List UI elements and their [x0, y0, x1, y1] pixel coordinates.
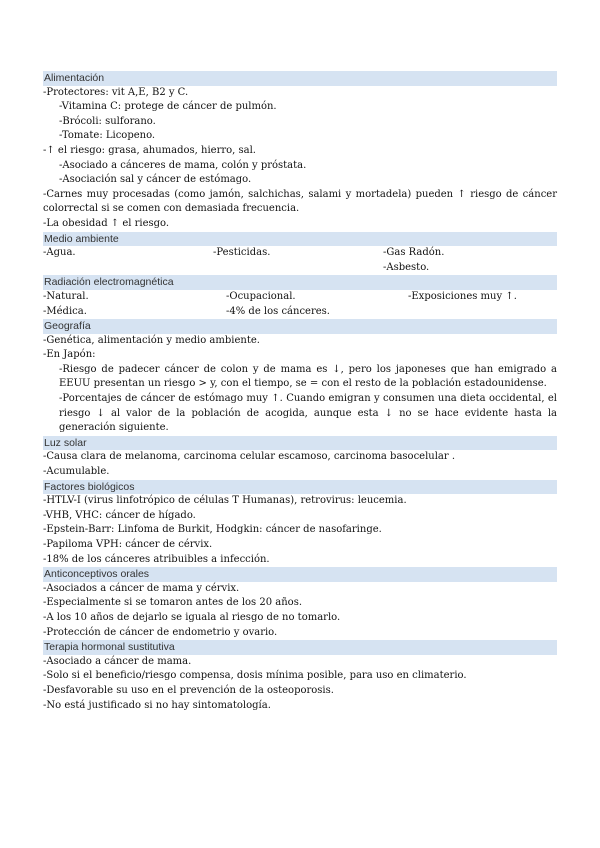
list-item: -Papiloma VPH: cáncer de cérvix.	[43, 539, 213, 550]
list-item: -Asociado a cáncer de mama.	[43, 655, 192, 667]
list-item: -Desfavorable su uso en el prevención de la osteoporosis.	[43, 684, 334, 696]
list-item: -Tomate: Licopeno.	[59, 130, 156, 142]
column-row	[43, 261, 557, 276]
list-item: -Protección de cáncer de endometrio y ovario.	[43, 626, 278, 638]
list-item: -Carnes muy procesadas (como jamón, salchichas, salami y mortadela) pueden ↑ riesgo de cáncer colorrectal si se comen con demasiada frecuencia.	[43, 188, 557, 215]
list-item: -Especialmente si se tomaron antes de los 20 años.	[43, 597, 302, 609]
list-item: -HTLV-I (virus linfotrópico de células T Humanas), retrovirus: leucemia.	[43, 495, 407, 507]
list-item: -Natural.	[43, 290, 89, 302]
list-item: -Causa clara de melanoma, carcinoma celular escamoso, carcinoma basocelular .	[43, 451, 456, 463]
section-header-geografia: Geografía	[43, 319, 557, 334]
list-item: -Gas Radón.	[383, 247, 445, 259]
section-header-anticonceptivos: Anticonceptivos orales	[43, 567, 557, 582]
list-item: -Asbesto.	[383, 261, 430, 273]
list-item: -Porcentajes de cáncer de estómago muy ↑. Cuando emigran y consumen una dieta occidental, el riesgo ↓ al valor de la población de acogida, aunque esta ↓ no se hace evidente hasta la generación siguiente.	[59, 393, 557, 434]
list-item: -VHB, VHC: cáncer de hígado.	[43, 509, 196, 521]
document-page	[43, 71, 557, 713]
list-item: -Genética, alimentación y medio ambiente.	[43, 334, 260, 346]
column-row	[43, 290, 557, 305]
list-item: -Agua.	[43, 247, 76, 259]
list-item: -A los 10 años de dejarlo se iguala al riesgo de no tomarlo.	[43, 611, 341, 623]
list-item: -Solo si el beneficio/riesgo compensa, dosis mínima posible, para uso en climaterio.	[43, 670, 467, 682]
column-row	[43, 246, 557, 261]
list-item: -Asociación sal y cáncer de estómago.	[59, 174, 252, 186]
section-header-luz-solar: Luz solar	[43, 436, 557, 451]
list-item: -↑ el riesgo: grasa, ahumados, hierro, sal.	[43, 144, 256, 156]
list-item: -Acumulable.	[43, 466, 110, 478]
list-item: -Epstein-Barr: Linfoma de Burkit, Hodgkin: cáncer de nasofaringe.	[43, 524, 382, 536]
list-item: -Pesticidas.	[213, 247, 271, 259]
section-header-factores-biologicos: Factores biológicos	[43, 480, 557, 495]
list-item: -La obesidad ↑ el riesgo.	[43, 217, 170, 229]
list-item: -Ocupacional.	[226, 290, 296, 302]
list-item: -Vitamina C: protege de cáncer de pulmón.	[59, 101, 277, 113]
section-header-alimentacion: Alimentación	[43, 71, 557, 86]
list-item: -No está justificado si no hay sintomatología.	[43, 699, 271, 711]
list-item: -Exposiciones muy ↑.	[408, 290, 517, 302]
section-header-radiacion: Radiación electromagnética	[43, 275, 557, 290]
section-header-terapia-hormonal: Terapia hormonal sustitutiva	[43, 640, 557, 655]
list-item: -Asociados a cáncer de mama y cérvix.	[43, 582, 240, 594]
list-item: -18% de los cánceres atribuibles a infección.	[43, 553, 270, 565]
list-item: -4% de los cánceres.	[226, 305, 330, 317]
column-row	[43, 305, 557, 320]
list-item: -Protectores: vit A,E, B2 y C.	[43, 86, 189, 98]
section-header-medio-ambiente: Medio ambiente	[43, 232, 557, 247]
list-item: -Médica.	[43, 305, 87, 317]
list-item: -Asociado a cánceres de mama, colón y próstata.	[59, 159, 307, 171]
list-item: -En Japón:	[43, 349, 96, 361]
list-item: -Riesgo de padecer cáncer de colon y de mama es ↓, pero los japoneses que han emigrado a EEUU presentan un riesgo > y, con el tiempo, se = con el resto de la población estadounidense.	[59, 363, 557, 390]
list-item: -Brócoli: sulforano.	[59, 115, 156, 127]
